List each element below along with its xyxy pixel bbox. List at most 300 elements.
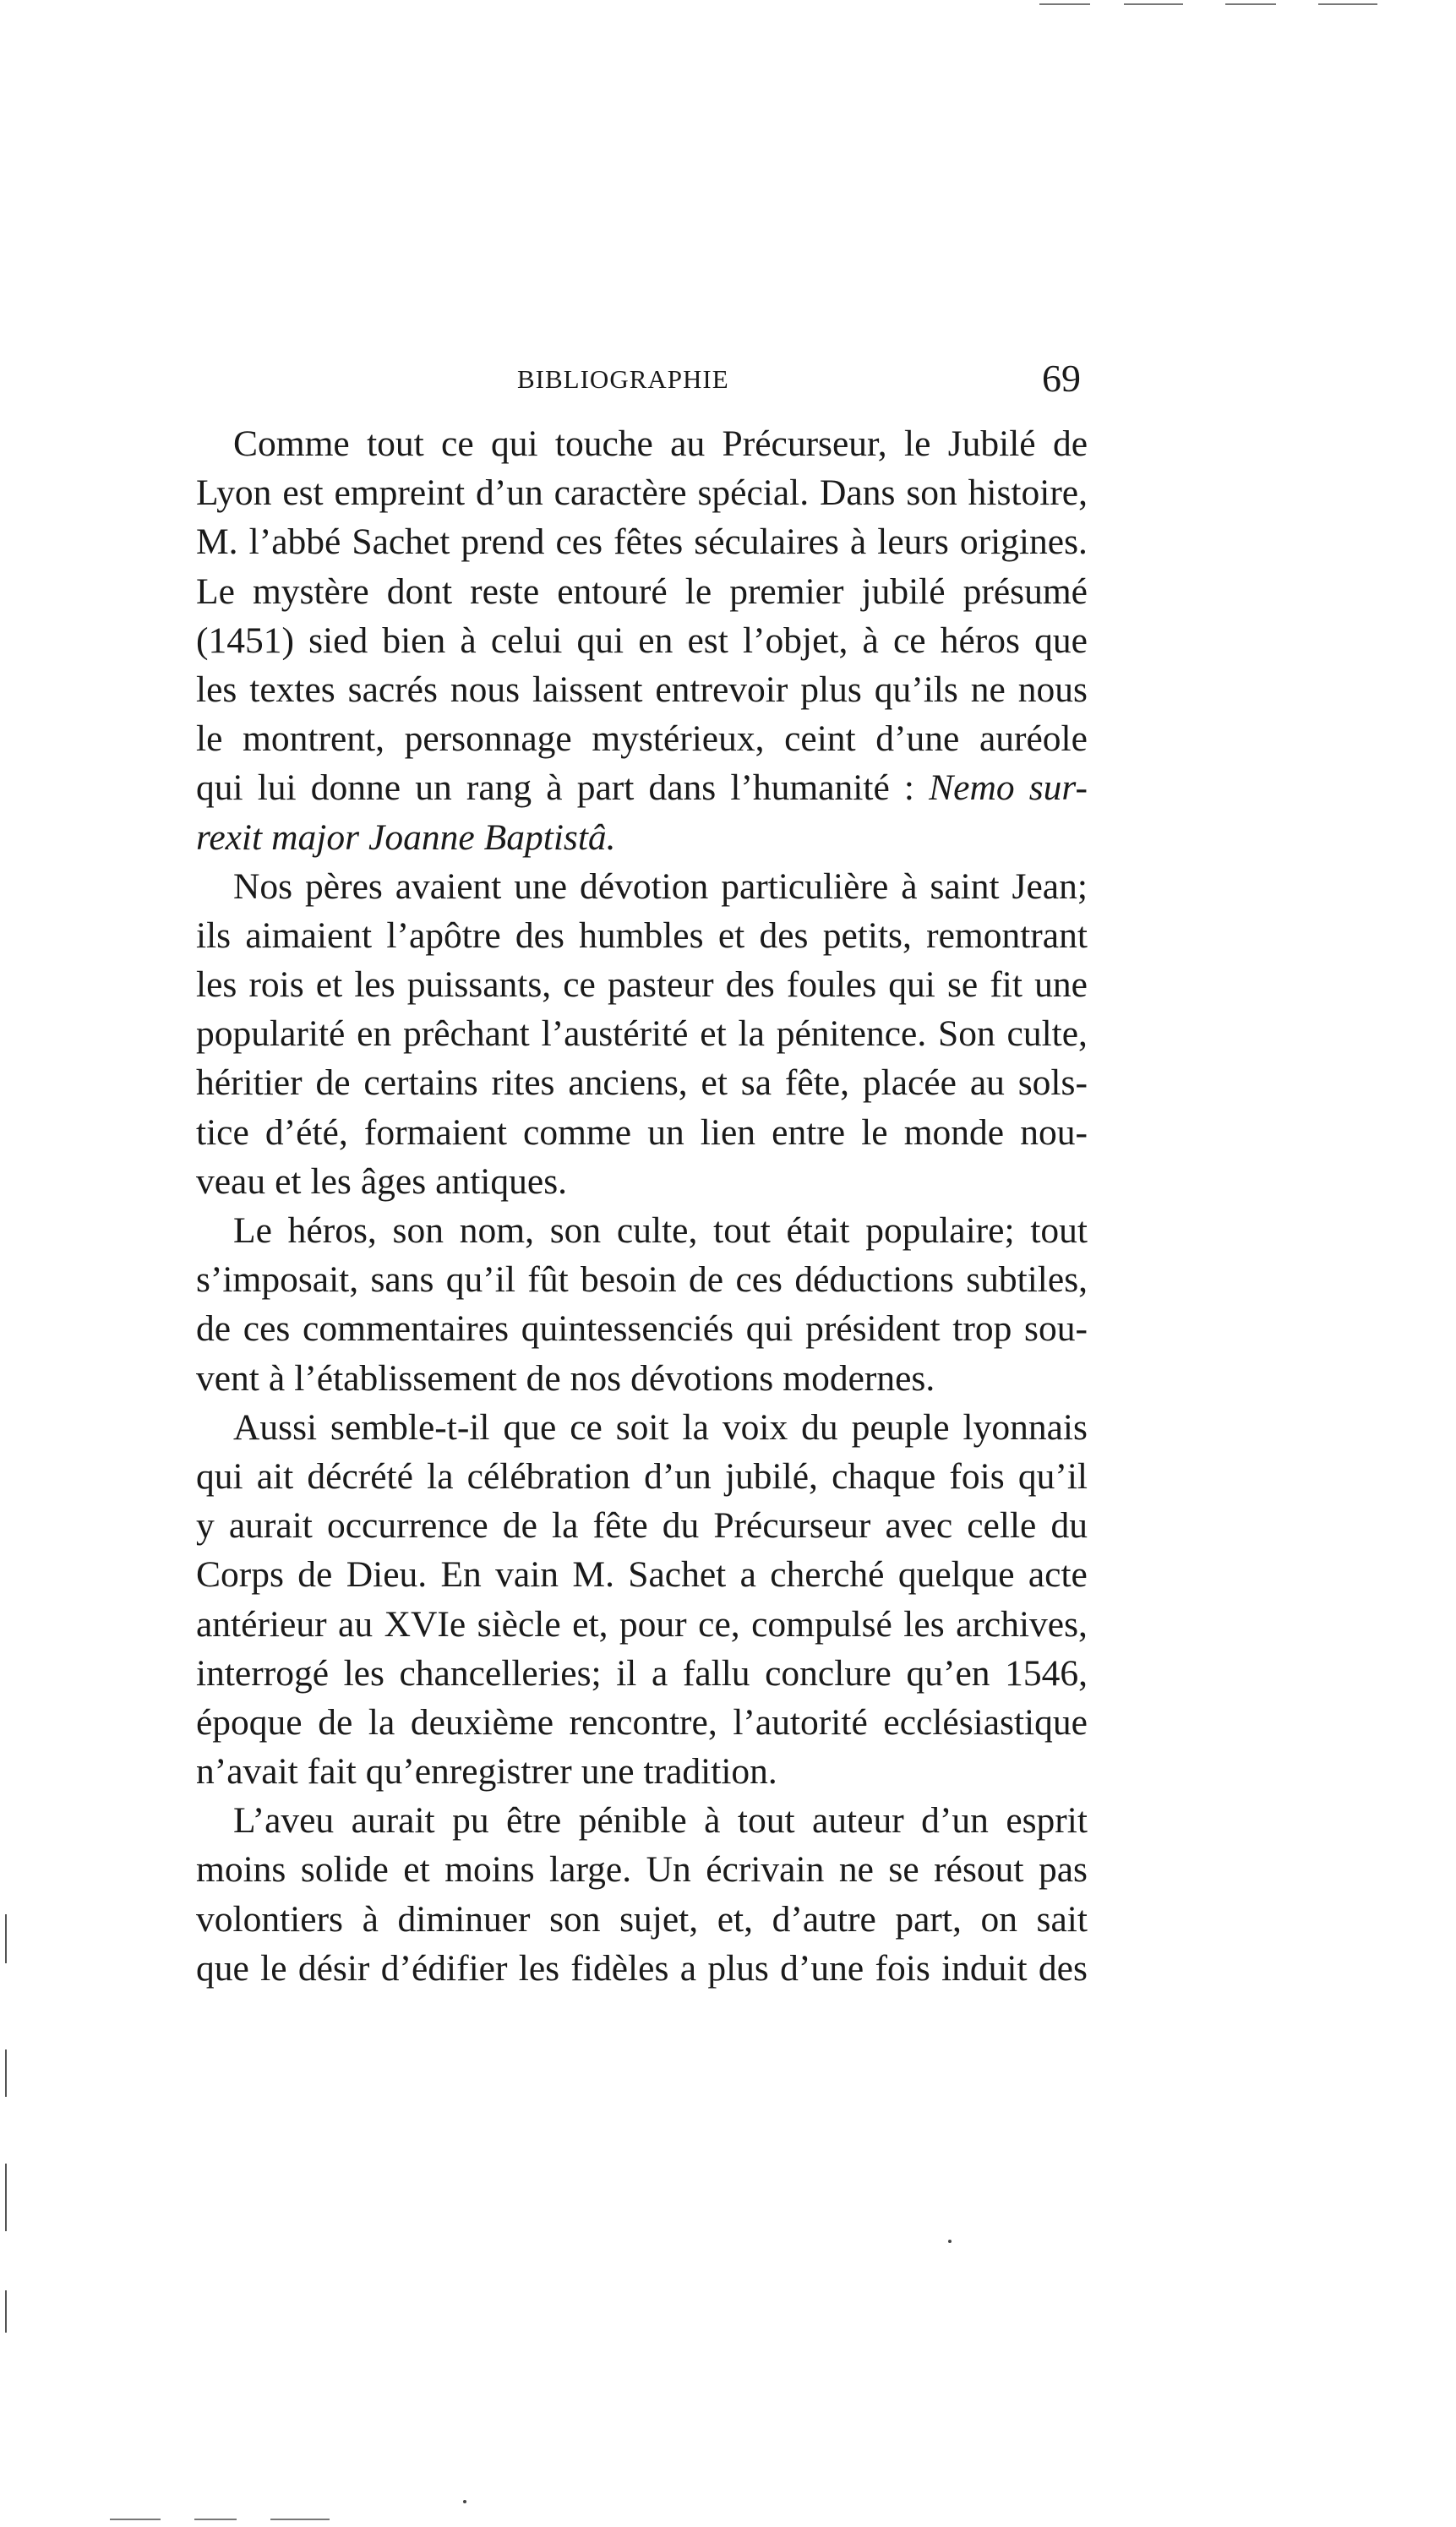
- word: tice: [196, 1111, 249, 1153]
- word: tradition.: [643, 1751, 777, 1793]
- word: Aussi: [233, 1406, 318, 1448]
- word: Nemo: [929, 767, 1015, 809]
- word: pasteur: [607, 964, 714, 1006]
- word: s’imposait,: [196, 1259, 359, 1301]
- word: l’humanité: [730, 767, 890, 809]
- word: le: [196, 718, 223, 760]
- word: pères: [305, 865, 383, 907]
- word: rois: [248, 964, 304, 1006]
- scan-edge-dash: [194, 2519, 237, 2520]
- word: conclure: [765, 1652, 892, 1694]
- word: qui: [196, 1455, 243, 1497]
- word: sait: [1036, 1898, 1088, 1940]
- word: populaire;: [865, 1210, 1015, 1251]
- scan-margin-mark: [5, 2049, 7, 2097]
- word: veau: [196, 1160, 266, 1202]
- word: leurs: [877, 521, 949, 563]
- word: son: [549, 1898, 601, 1940]
- word: célébration: [466, 1455, 630, 1497]
- text-line: [196, 714, 1088, 763]
- text-line: [196, 1452, 1088, 1501]
- word: Joanne: [368, 816, 475, 858]
- word: remontrant: [926, 914, 1088, 956]
- word: touche: [554, 423, 653, 464]
- word: se: [888, 1849, 919, 1891]
- word: (1451): [196, 619, 294, 661]
- word: et: [275, 1160, 302, 1202]
- word: monde: [903, 1111, 1005, 1153]
- word: textes: [249, 669, 335, 710]
- word: l’austérité: [541, 1013, 689, 1055]
- word: culte,: [616, 1210, 698, 1251]
- word: de: [502, 1505, 537, 1547]
- word: séculaires: [694, 521, 839, 563]
- word: qu’en: [906, 1652, 990, 1694]
- word: de: [689, 1259, 724, 1301]
- word: premier: [729, 570, 844, 612]
- scan-edge-dash: [1318, 3, 1377, 5]
- word: d’autre: [772, 1898, 876, 1940]
- word: mystérieux,: [592, 718, 765, 760]
- word: placée: [862, 1062, 957, 1104]
- text-line: [196, 1255, 1088, 1304]
- word: qui: [576, 619, 624, 661]
- word: rencontre,: [569, 1701, 717, 1743]
- text-line: [196, 567, 1088, 616]
- word: moins: [444, 1849, 535, 1891]
- word: être: [506, 1800, 562, 1842]
- word: major: [271, 816, 360, 858]
- word: au: [338, 1603, 374, 1645]
- word: rang: [466, 767, 532, 809]
- word: fit: [990, 964, 1022, 1006]
- word: et: [315, 964, 343, 1006]
- word: était: [786, 1210, 850, 1251]
- word: Précurseur,: [722, 423, 887, 464]
- text-line: [196, 1206, 1088, 1255]
- word: ces: [735, 1259, 783, 1301]
- scan-margin-mark: [5, 1914, 7, 1963]
- word: d’un: [921, 1800, 989, 1842]
- word: le: [260, 1947, 287, 1989]
- word: chancelleries;: [399, 1652, 602, 1694]
- word: trop: [952, 1308, 1012, 1350]
- word: ils: [196, 914, 232, 956]
- word: la: [738, 1013, 765, 1055]
- word: des: [515, 914, 564, 956]
- word: ce: [570, 1406, 603, 1448]
- word: Le: [233, 1210, 272, 1251]
- word: spécial.: [697, 472, 810, 514]
- word: ceint: [784, 718, 856, 760]
- word: entre: [772, 1111, 846, 1153]
- text-line: [196, 1304, 1088, 1353]
- word: induit: [941, 1947, 1028, 1989]
- word: antiques.: [435, 1160, 567, 1202]
- word: déductions: [794, 1259, 954, 1301]
- word: fois: [875, 1947, 930, 1989]
- text-line: [196, 665, 1088, 714]
- word: tout: [1030, 1210, 1088, 1251]
- word: nou-: [1020, 1111, 1088, 1153]
- word: dans: [648, 767, 717, 809]
- word: la: [368, 1701, 395, 1743]
- text-line: [196, 862, 1088, 911]
- word: aimaient: [245, 914, 373, 956]
- word: montrent,: [243, 718, 384, 760]
- word: entouré: [557, 570, 668, 612]
- word: que: [196, 1947, 249, 1989]
- word: pas: [1038, 1849, 1088, 1891]
- scan-edge-dash: [110, 2519, 161, 2520]
- word: fallu: [682, 1652, 750, 1694]
- word: une: [1034, 964, 1088, 1006]
- word: part: [576, 767, 635, 809]
- word: un: [415, 767, 452, 809]
- word: des: [725, 964, 775, 1006]
- body-text: [196, 419, 1088, 1993]
- word: Jubilé: [947, 423, 1036, 464]
- word: à: [460, 619, 477, 661]
- word: pénible: [578, 1800, 687, 1842]
- word: mystère: [252, 570, 369, 612]
- word: saint: [930, 865, 1000, 907]
- word: en: [357, 1013, 392, 1055]
- word: ne: [838, 1849, 874, 1891]
- word: pour: [619, 1603, 687, 1645]
- word: sou-: [1024, 1308, 1088, 1350]
- word: il: [616, 1652, 637, 1694]
- word: et,: [572, 1603, 608, 1645]
- word: compulsé: [751, 1603, 892, 1645]
- word: ait: [256, 1455, 294, 1497]
- word: solide: [300, 1849, 389, 1891]
- word: qu’ils: [874, 669, 958, 710]
- word: est: [687, 619, 728, 661]
- word: un: [647, 1111, 684, 1153]
- word: bien: [382, 619, 446, 661]
- word: diminuer: [397, 1898, 531, 1940]
- word: y: [196, 1505, 215, 1547]
- word: les: [518, 1947, 560, 1989]
- word: M.: [572, 1554, 614, 1596]
- word: les: [343, 1652, 384, 1694]
- word: la: [427, 1455, 454, 1497]
- word: des: [759, 914, 809, 956]
- word: sans: [370, 1259, 434, 1301]
- word: qu’il: [445, 1259, 515, 1301]
- word: à: [704, 1800, 721, 1842]
- word: voix: [722, 1406, 788, 1448]
- scan-edge-dash: [1039, 3, 1090, 5]
- text-line: [196, 1600, 1088, 1649]
- word: et: [701, 1062, 728, 1104]
- text-line: [196, 1796, 1088, 1845]
- word: Comme: [233, 423, 350, 464]
- word: moins: [196, 1849, 286, 1891]
- word: large.: [549, 1849, 632, 1891]
- word: :: [903, 767, 914, 809]
- word: des: [1038, 1947, 1088, 1989]
- word: ce: [563, 964, 596, 1006]
- word: ce: [892, 619, 926, 661]
- word: pénitence.: [776, 1013, 927, 1055]
- word: certains: [363, 1062, 478, 1104]
- word: n’avait: [196, 1751, 298, 1793]
- word: chaque: [832, 1455, 936, 1497]
- word: Nos: [233, 865, 293, 907]
- word: ce: [441, 423, 474, 464]
- word: rexit: [196, 816, 263, 858]
- word: modernes.: [783, 1357, 935, 1399]
- word: dévotion: [580, 865, 709, 907]
- word: le: [684, 570, 712, 612]
- word: plus: [707, 1947, 769, 1989]
- word: le: [903, 423, 931, 464]
- text-line: [196, 517, 1088, 566]
- word: XVIe: [384, 1603, 466, 1645]
- word: l’abbé: [248, 521, 341, 563]
- word: héritier: [196, 1062, 303, 1104]
- text-line: [196, 1157, 1088, 1206]
- word: l’objet,: [742, 619, 848, 661]
- word: de: [297, 1554, 333, 1596]
- word: on: [980, 1898, 1017, 1940]
- word: Son: [938, 1013, 995, 1055]
- word: son: [549, 1210, 602, 1251]
- word: une: [581, 1751, 635, 1793]
- word: héros: [940, 619, 1020, 661]
- word: à: [862, 619, 879, 661]
- word: lien: [700, 1111, 756, 1153]
- word: 1546,: [1005, 1652, 1088, 1694]
- word: humbles: [579, 914, 704, 956]
- word: dont: [386, 570, 453, 612]
- word: ces: [243, 1308, 291, 1350]
- word: Sachet: [352, 521, 450, 563]
- word: aurait: [351, 1800, 435, 1842]
- word: en: [638, 619, 673, 661]
- word: au: [969, 1062, 1005, 1104]
- scan-margin-mark: [5, 2164, 7, 2231]
- word: jubilé: [861, 570, 946, 612]
- word: d’été,: [264, 1111, 348, 1153]
- word: peuple: [851, 1406, 950, 1448]
- text-line: [196, 1108, 1088, 1157]
- word: à: [901, 865, 918, 907]
- text-line: [196, 1747, 1088, 1796]
- word: a: [679, 1947, 696, 1989]
- word: Baptistâ.: [483, 816, 616, 858]
- word: deuxième: [410, 1701, 554, 1743]
- word: résout: [934, 1849, 1024, 1891]
- word: d’édifier: [380, 1947, 508, 1989]
- word: de: [196, 1308, 232, 1350]
- word: de: [1052, 423, 1088, 464]
- text-line: [196, 1649, 1088, 1698]
- word: ecclésiastique: [883, 1701, 1088, 1743]
- text-line: [196, 1550, 1088, 1599]
- word: de: [318, 1701, 353, 1743]
- word: du: [662, 1505, 700, 1547]
- word: du: [801, 1406, 838, 1448]
- word: au: [670, 423, 706, 464]
- word: d’une: [780, 1947, 864, 1989]
- word: et: [717, 914, 745, 956]
- word: Sachet: [628, 1554, 727, 1596]
- word: décrété: [307, 1455, 413, 1497]
- word: que: [503, 1406, 557, 1448]
- text-line: [196, 960, 1088, 1009]
- word: à: [849, 521, 867, 563]
- text-line: [196, 1845, 1088, 1894]
- word: l’établissement: [294, 1357, 517, 1399]
- word: tout: [367, 423, 424, 464]
- word: nous: [450, 669, 521, 710]
- word: lui: [257, 767, 297, 809]
- word: donne: [310, 767, 401, 809]
- word: désir: [297, 1947, 370, 1989]
- word: ces: [555, 521, 603, 563]
- word: son: [392, 1210, 444, 1251]
- word: quintessenciés: [521, 1308, 734, 1350]
- word: avec: [885, 1505, 953, 1547]
- word: dévotions: [630, 1357, 774, 1399]
- word: qui: [888, 964, 935, 1006]
- scan-speck: [948, 2240, 952, 2243]
- word: Précurseur: [713, 1505, 871, 1547]
- page-number: 69: [1042, 357, 1081, 400]
- text-line: [196, 1698, 1088, 1747]
- text-line: [196, 419, 1088, 468]
- running-head: [196, 359, 1088, 410]
- word: les: [310, 1160, 352, 1202]
- word: tout: [713, 1210, 771, 1251]
- word: pu: [452, 1800, 489, 1842]
- word: lyonnais: [962, 1406, 1088, 1448]
- word: à: [268, 1357, 286, 1399]
- word: de: [526, 1357, 561, 1399]
- word: laissent: [532, 669, 643, 710]
- word: époque: [196, 1701, 303, 1743]
- scan-speck: [463, 2500, 466, 2503]
- word: Lyon: [196, 472, 272, 514]
- word: sied: [308, 619, 368, 661]
- word: prend: [461, 521, 545, 563]
- word: part,: [895, 1898, 962, 1940]
- word: l’apôtre: [386, 914, 501, 956]
- word: que: [1034, 619, 1088, 661]
- word: semble-t-il: [330, 1406, 490, 1448]
- word: à: [546, 767, 563, 809]
- word: petits,: [822, 914, 912, 956]
- word: est: [282, 472, 324, 514]
- word: qu’enregistrer: [365, 1751, 572, 1793]
- word: entrevoir: [655, 669, 788, 710]
- word: de: [315, 1062, 351, 1104]
- word: fête: [592, 1505, 648, 1547]
- word: esprit: [1006, 1800, 1088, 1842]
- word: se: [946, 964, 979, 1006]
- word: et: [403, 1849, 430, 1891]
- text-line: [196, 1501, 1088, 1550]
- word: écrivain: [706, 1849, 825, 1891]
- word: la: [551, 1505, 579, 1547]
- word: formaient: [363, 1111, 507, 1153]
- word: L’aveu: [233, 1800, 335, 1842]
- word: sa: [740, 1062, 772, 1104]
- word: du: [1050, 1505, 1088, 1547]
- word: auréole: [979, 718, 1088, 760]
- word: rites: [491, 1062, 555, 1104]
- word: popularité: [196, 1013, 346, 1055]
- word: les: [354, 964, 395, 1006]
- word: qui: [745, 1308, 793, 1350]
- word: Dieu.: [346, 1554, 428, 1596]
- word: les: [196, 669, 237, 710]
- word: plus: [800, 669, 862, 710]
- word: commentaires: [303, 1308, 510, 1350]
- word: Dans: [820, 472, 896, 514]
- word: a: [651, 1652, 668, 1694]
- word: Corps: [196, 1554, 284, 1596]
- word: cherché: [770, 1554, 885, 1596]
- word: celle: [967, 1505, 1037, 1547]
- word: acte: [1028, 1554, 1088, 1596]
- word: vain: [495, 1554, 559, 1596]
- word: particulière: [721, 865, 889, 907]
- word: sols-: [1017, 1062, 1088, 1104]
- word: d’un: [476, 472, 543, 514]
- word: subtiles,: [966, 1259, 1088, 1301]
- text-line: [196, 813, 1088, 862]
- text-line: [196, 1009, 1088, 1058]
- scan-edge-dash: [1225, 3, 1276, 5]
- word: fidèles: [570, 1947, 669, 1989]
- word: aurait: [228, 1505, 313, 1547]
- text-line: [196, 616, 1088, 665]
- word: vent: [196, 1357, 259, 1399]
- word: foules: [786, 964, 877, 1006]
- word: empreint: [334, 472, 466, 514]
- word: archives,: [956, 1603, 1088, 1645]
- word: soit: [615, 1406, 669, 1448]
- word: Jean;: [1012, 865, 1088, 907]
- word: âges: [360, 1160, 427, 1202]
- word: ne: [970, 669, 1006, 710]
- word: prêchant: [403, 1013, 530, 1055]
- word: En: [440, 1554, 482, 1596]
- word: Le: [196, 570, 235, 612]
- text-line: [196, 1354, 1088, 1403]
- word: nom,: [459, 1210, 534, 1251]
- word: anciens,: [568, 1062, 688, 1104]
- word: siècle: [477, 1603, 561, 1645]
- word: d’un: [644, 1455, 712, 1497]
- word: ce,: [698, 1603, 740, 1645]
- word: héros,: [287, 1210, 377, 1251]
- word: une: [514, 865, 568, 907]
- word: celui: [490, 619, 563, 661]
- word: sur-: [1028, 767, 1088, 809]
- word: fait: [307, 1751, 357, 1793]
- word: fête,: [784, 1062, 849, 1104]
- word: comme: [523, 1111, 632, 1153]
- word: occurrence: [326, 1505, 488, 1547]
- word: la: [682, 1406, 709, 1448]
- word: avaient: [395, 865, 502, 907]
- word: a: [739, 1554, 756, 1596]
